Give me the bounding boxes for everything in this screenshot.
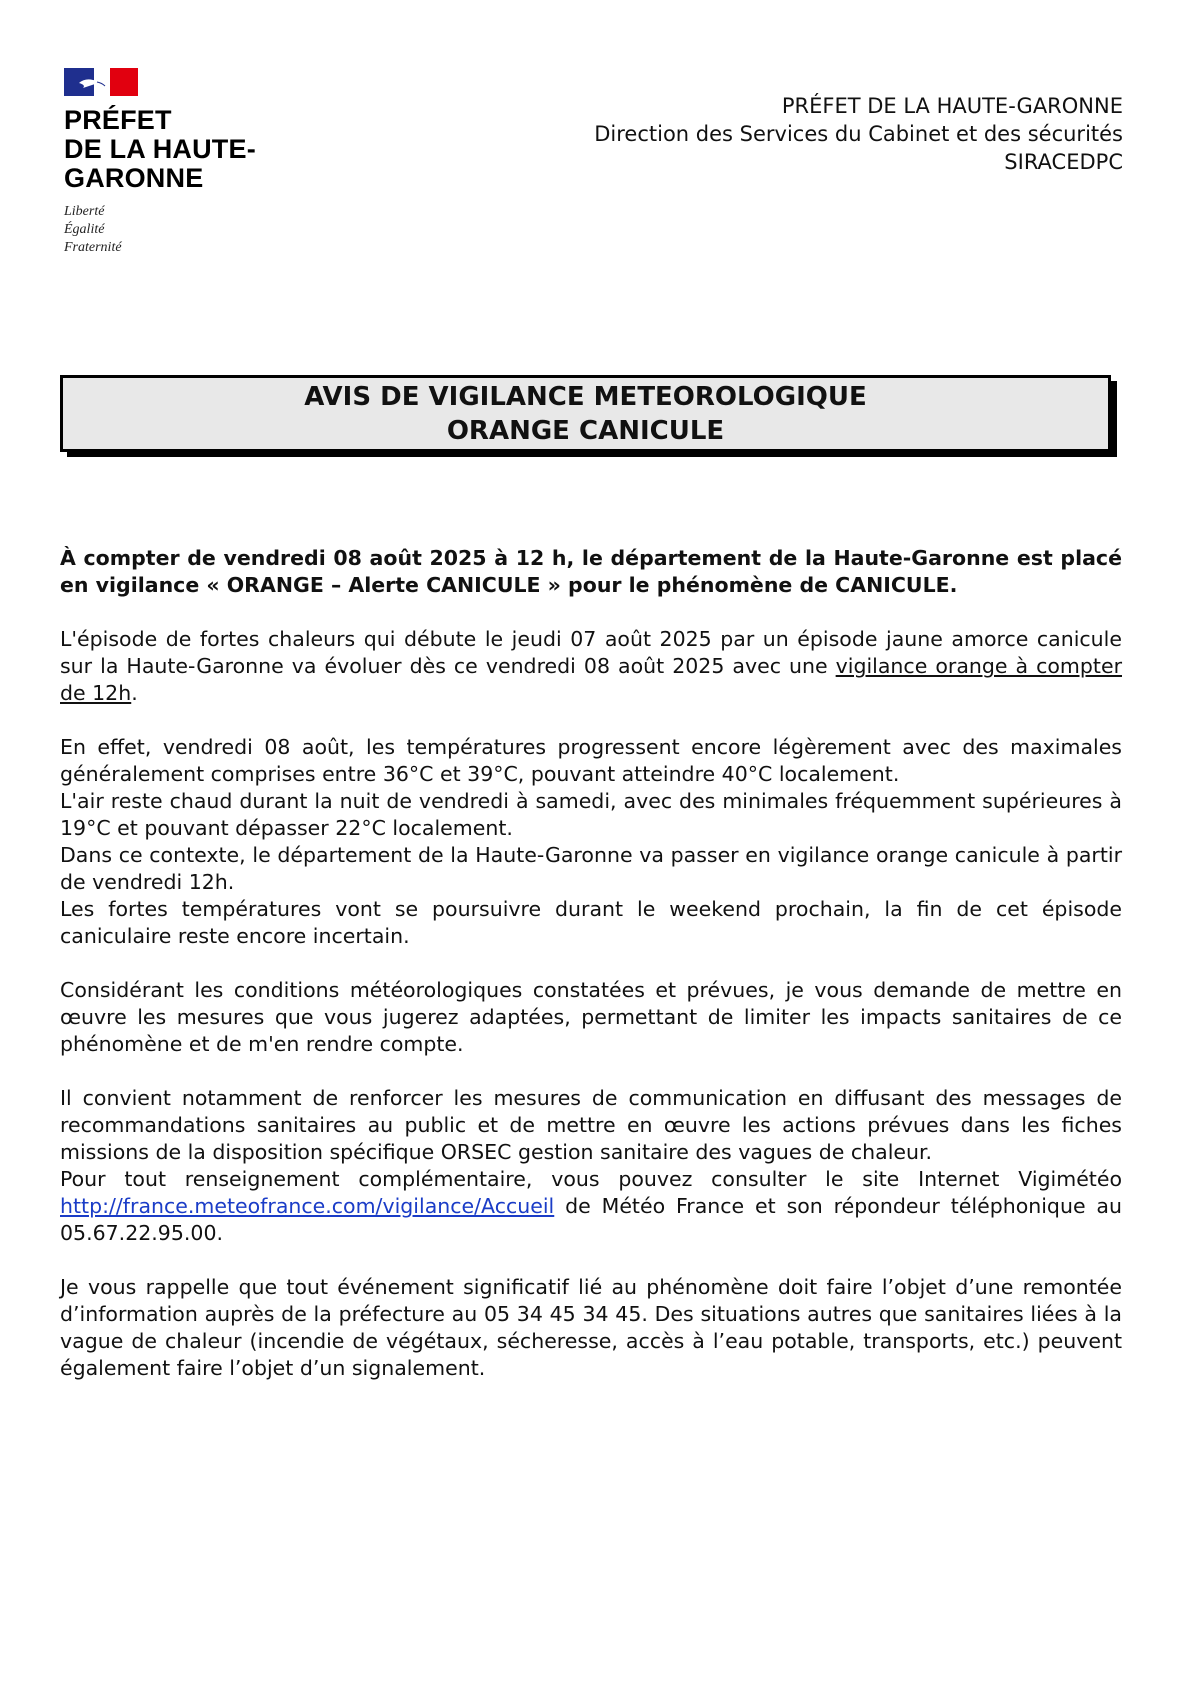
intro-paragraph: À compter de vendredi 08 août 2025 à 12 h, le département de la Haute-Garonne est placé en vigilance « ORANGE – Alerte CANICULE » pour le phénomène de CANICULE. xyxy=(60,546,1122,597)
notice-title-line: AVIS DE VIGILANCE METEOROLOGIQUE xyxy=(304,381,867,412)
paragraph-onset: L'épisode de fortes chaleurs qui débute le jeudi 07 août 2025 par un épisode jaune amorce canicule sur la Haute-Garonne va évoluer dès ce vendredi 08 août 2025 avec une vigilance orange à compter de 12h. xyxy=(60,627,1122,705)
republic-motto xyxy=(64,203,256,257)
motto-line: Fraternité xyxy=(64,240,122,255)
vigilance-link[interactable]: http://france.meteofrance.com/vigilance/Accueil xyxy=(60,1194,555,1218)
paragraph-forecast xyxy=(60,734,1122,950)
prefecture-logo xyxy=(64,68,256,257)
motto-line: Égalité xyxy=(64,222,105,237)
paragraph-measures: Considérant les conditions météorologiques constatées et prévues, je vous demande de mettre en œuvre les mesures que vous jugerez adaptées, permettant de limiter les impacts sanitaires de ce phénomène et de m'en rendre compte. xyxy=(60,978,1122,1056)
logo-title-line: DE LA HAUTE- xyxy=(64,134,256,164)
logo-title-line: GARONNE xyxy=(64,163,204,193)
marianne-flag-icon xyxy=(64,68,138,98)
marianne-profile-icon xyxy=(77,77,107,89)
sender-line: Direction des Services du Cabinet et des sécurités xyxy=(594,122,1123,146)
notice-title-frame xyxy=(60,375,1116,456)
forecast-line: L'air reste chaud durant la nuit de vendredi à samedi, avec des minimales fréquemment supérieures à 19°C et pouvant dépasser 22°C localement. xyxy=(60,789,1122,840)
forecast-line: Dans ce contexte, le département de la Haute-Garonne va passer en vigilance orange canicule à partir de vendredi 12h. xyxy=(60,843,1122,894)
notice-title-line: ORANGE CANICULE xyxy=(446,415,725,446)
sender-block xyxy=(594,92,1123,176)
sender-line: PRÉFET DE LA HAUTE-GARONNE xyxy=(781,94,1123,118)
forecast-line: En effet, vendredi 08 août, les températures progressent encore légèrement avec des maximales généralement comprises entre 36°C et 39°C, pouvant atteindre 40°C localement. xyxy=(60,735,1122,786)
logo-title-line: PRÉFET xyxy=(64,105,172,135)
motto-line: Liberté xyxy=(64,204,105,219)
notice-body xyxy=(60,545,1122,1409)
logo-title xyxy=(64,106,256,193)
forecast-line: Les fortes températures vont se poursuivre durant le weekend prochain, la fin de cet épisode caniculaire reste encore incertain. xyxy=(60,897,1122,948)
sender-line: SIRACEDPC xyxy=(1004,150,1123,174)
paragraph-reporting: Je vous rappelle que tout événement significatif lié au phénomène doit faire l’objet d’une remontée d’information auprès de la préfecture au 05 34 45 34 45. Des situations autres que sanitaires liées à la vague de chaleur (incendie de végétaux, sécheresse, accès à l’eau potable, transports, etc.) peuvent également faire l’objet d’un signalement. xyxy=(60,1275,1122,1380)
paragraph-communication: Il convient notamment de renforcer les mesures de communication en diffusant des messages de recommandations sanitaires au public et de mettre en œuvre les actions prévues dans les fiches missions de la disposition spécifique ORSEC gestion sanitaire des vagues de chaleur. Pour tout renseignement complémentaire, vous pouvez consulter le site Internet Vigimétéo http://france.meteofrance.com/vigilance/Accueil de Météo France et son répondeur téléphonique au 05.67.22.95.00. xyxy=(60,1086,1122,1245)
underlined-vigilance-start: vigilance orange à compter de 12h xyxy=(60,654,1122,705)
notice-title xyxy=(60,375,1111,452)
